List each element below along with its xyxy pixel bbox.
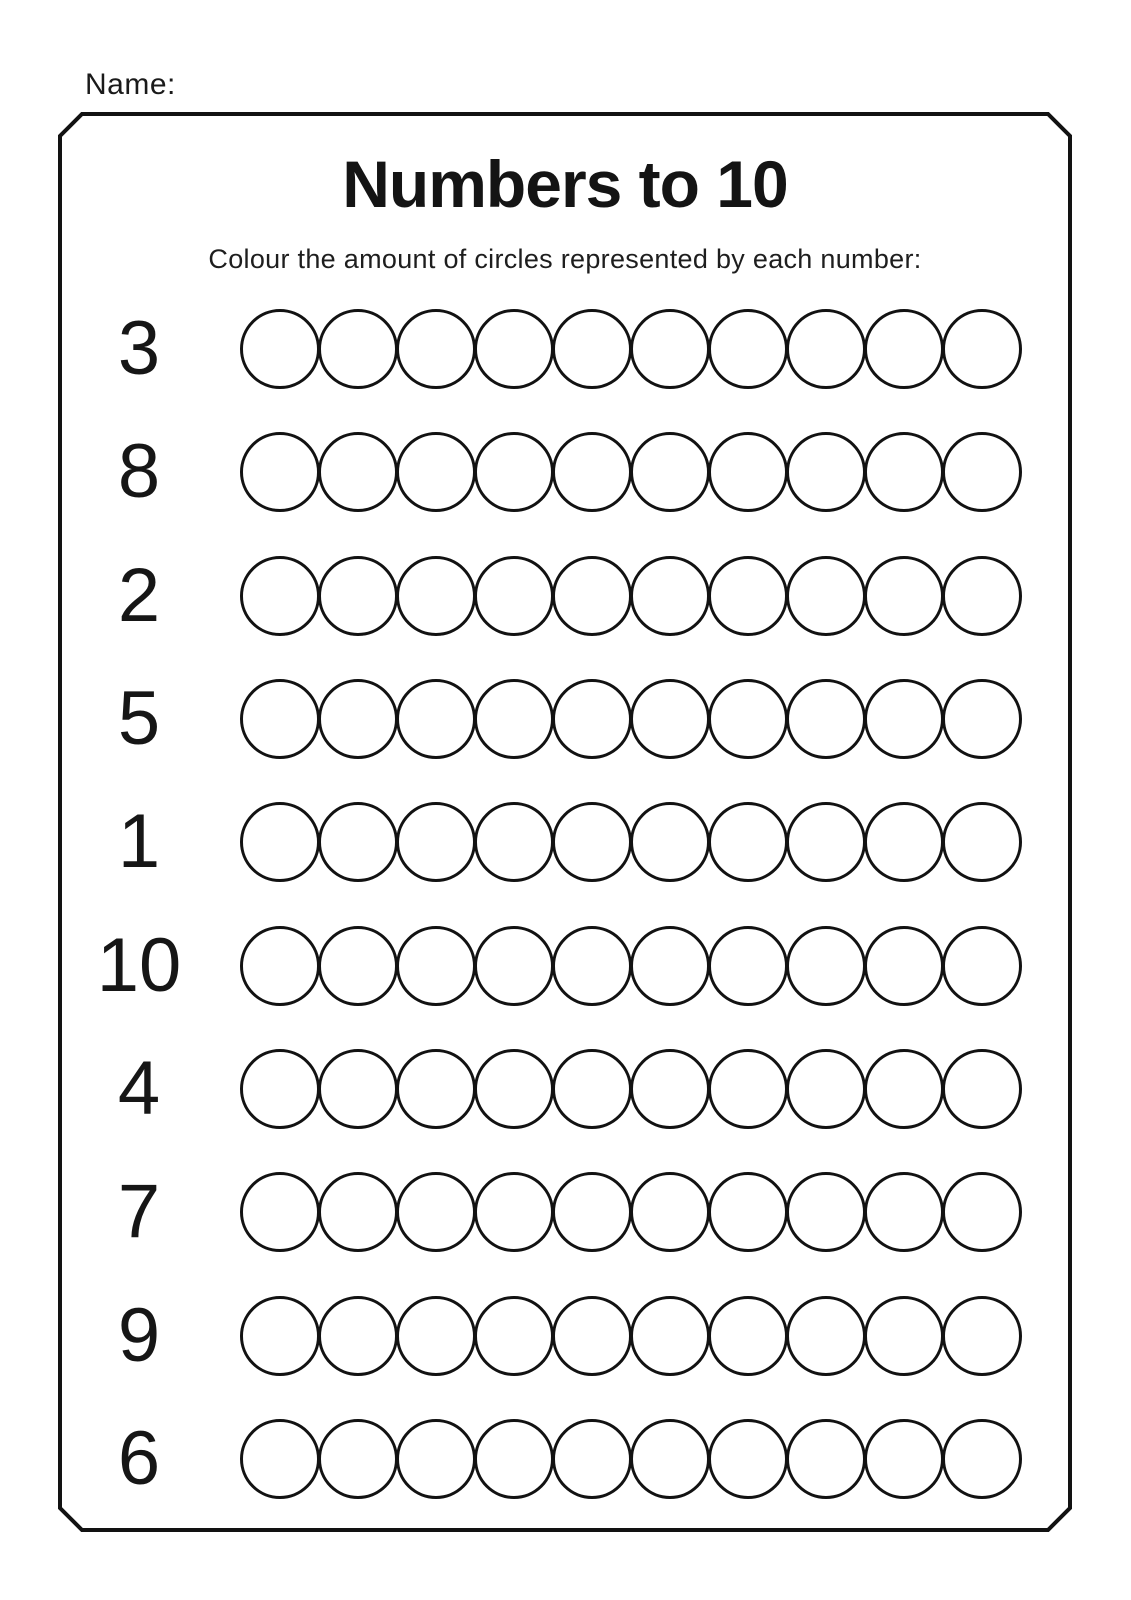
colour-circle[interactable]	[864, 679, 944, 759]
row-number-label: 7	[117, 1169, 161, 1255]
colour-circle[interactable]	[396, 432, 476, 512]
colour-circle[interactable]	[474, 1172, 554, 1252]
colour-circle[interactable]	[630, 1172, 710, 1252]
colour-circle[interactable]	[630, 1049, 710, 1129]
colour-circle[interactable]	[708, 1049, 788, 1129]
number-row	[64, 1032, 1066, 1146]
colour-circle[interactable]	[864, 1172, 944, 1252]
colour-circle[interactable]	[942, 926, 1022, 1006]
colour-circle[interactable]	[474, 926, 554, 1006]
colour-circle[interactable]	[786, 679, 866, 759]
colour-circle[interactable]	[474, 802, 554, 882]
colour-circle[interactable]	[318, 1172, 398, 1252]
colour-circle[interactable]	[942, 1049, 1022, 1129]
colour-circle[interactable]	[318, 556, 398, 636]
colour-circle[interactable]	[864, 432, 944, 512]
colour-circle[interactable]	[630, 679, 710, 759]
colour-circle[interactable]	[240, 1172, 320, 1252]
colour-circle[interactable]	[942, 309, 1022, 389]
circle-strip	[240, 1296, 1022, 1376]
colour-circle[interactable]	[942, 556, 1022, 636]
colour-circle[interactable]	[708, 309, 788, 389]
colour-circle[interactable]	[474, 1049, 554, 1129]
colour-circle[interactable]	[552, 1296, 632, 1376]
colour-circle[interactable]	[630, 802, 710, 882]
colour-circle[interactable]	[708, 926, 788, 1006]
colour-circle[interactable]	[240, 1419, 320, 1499]
circle-strip	[240, 679, 1022, 759]
colour-circle[interactable]	[552, 802, 632, 882]
colour-circle[interactable]	[474, 1419, 554, 1499]
row-number-label: 10	[96, 922, 182, 1008]
colour-circle[interactable]	[864, 926, 944, 1006]
colour-circle[interactable]	[474, 556, 554, 636]
name-field-label: Name:	[85, 68, 176, 101]
colour-circle[interactable]	[552, 556, 632, 636]
colour-circle[interactable]	[474, 432, 554, 512]
number-row	[64, 1279, 1066, 1393]
colour-circle[interactable]	[552, 1172, 632, 1252]
colour-circle[interactable]	[942, 802, 1022, 882]
row-number-label: 5	[117, 675, 161, 761]
colour-circle[interactable]	[630, 926, 710, 1006]
colour-circle[interactable]	[396, 1419, 476, 1499]
colour-circle[interactable]	[630, 1419, 710, 1499]
row-number-label: 2	[117, 552, 161, 638]
colour-circle[interactable]	[864, 1296, 944, 1376]
colour-circle[interactable]	[396, 1296, 476, 1376]
colour-circle[interactable]	[240, 926, 320, 1006]
number-row	[64, 909, 1066, 1023]
colour-circle[interactable]	[552, 432, 632, 512]
colour-circle[interactable]	[396, 926, 476, 1006]
circle-strip	[240, 802, 1022, 882]
colour-circle[interactable]	[786, 309, 866, 389]
colour-circle[interactable]	[240, 309, 320, 389]
colour-circle[interactable]	[552, 1049, 632, 1129]
colour-circle[interactable]	[786, 1296, 866, 1376]
colour-circle[interactable]	[318, 926, 398, 1006]
page-title: Numbers to 10	[342, 147, 788, 221]
colour-circle[interactable]	[318, 432, 398, 512]
circle-strip	[240, 1049, 1022, 1129]
colour-circle[interactable]	[474, 679, 554, 759]
number-row	[64, 292, 1066, 406]
colour-circle[interactable]	[318, 802, 398, 882]
number-row	[64, 662, 1066, 776]
colour-circle[interactable]	[864, 309, 944, 389]
row-number-label: 9	[117, 1292, 161, 1378]
colour-circle[interactable]	[786, 1049, 866, 1129]
colour-circle[interactable]	[240, 1049, 320, 1129]
row-number-label: 8	[117, 429, 161, 515]
colour-circle[interactable]	[864, 556, 944, 636]
colour-circle[interactable]	[474, 309, 554, 389]
colour-circle[interactable]	[240, 432, 320, 512]
colour-circle[interactable]	[708, 556, 788, 636]
colour-circle[interactable]	[786, 1172, 866, 1252]
colour-circle[interactable]	[552, 1419, 632, 1499]
colour-circle[interactable]	[552, 926, 632, 1006]
colour-circle[interactable]	[396, 802, 476, 882]
row-number-label: 4	[117, 1045, 161, 1131]
worksheet-frame	[58, 112, 1072, 1532]
row-number-label: 3	[117, 306, 161, 391]
number-row	[64, 1155, 1066, 1269]
circle-strip	[240, 926, 1022, 1006]
circle-strip	[240, 309, 1022, 389]
number-row	[64, 539, 1066, 653]
circle-strip	[240, 432, 1022, 512]
circle-strip	[240, 1172, 1022, 1252]
circle-strip	[240, 556, 1022, 636]
colour-circle[interactable]	[318, 1296, 398, 1376]
number-rows	[64, 292, 1066, 1516]
colour-circle[interactable]	[786, 1419, 866, 1499]
colour-circle[interactable]	[786, 556, 866, 636]
colour-circle[interactable]	[864, 1049, 944, 1129]
colour-circle[interactable]	[942, 432, 1022, 512]
colour-circle[interactable]	[396, 1049, 476, 1129]
colour-circle[interactable]	[630, 309, 710, 389]
colour-circle[interactable]	[240, 802, 320, 882]
number-row	[64, 1402, 1066, 1516]
colour-circle[interactable]	[708, 802, 788, 882]
colour-circle[interactable]	[786, 926, 866, 1006]
colour-circle[interactable]	[630, 1296, 710, 1376]
colour-circle[interactable]	[708, 1172, 788, 1252]
colour-circle[interactable]	[318, 1419, 398, 1499]
instruction-text: Colour the amount of circles represented by each number:	[208, 244, 922, 274]
row-number-label: 6	[117, 1415, 161, 1501]
colour-circle[interactable]	[786, 432, 866, 512]
colour-circle[interactable]	[864, 1419, 944, 1499]
colour-circle[interactable]	[630, 432, 710, 512]
colour-circle[interactable]	[942, 679, 1022, 759]
colour-circle[interactable]	[552, 679, 632, 759]
colour-circle[interactable]	[864, 802, 944, 882]
colour-circle[interactable]	[552, 309, 632, 389]
colour-circle[interactable]	[240, 1296, 320, 1376]
colour-circle[interactable]	[318, 309, 398, 389]
circle-strip	[240, 1419, 1022, 1499]
colour-circle[interactable]	[708, 432, 788, 512]
number-row	[64, 415, 1066, 529]
colour-circle[interactable]	[630, 556, 710, 636]
colour-circle[interactable]	[396, 1172, 476, 1252]
colour-circle[interactable]	[396, 309, 476, 389]
colour-circle[interactable]	[708, 1296, 788, 1376]
colour-circle[interactable]	[708, 679, 788, 759]
row-number-label: 1	[117, 799, 161, 885]
colour-circle[interactable]	[318, 679, 398, 759]
colour-circle[interactable]	[318, 1049, 398, 1129]
colour-circle[interactable]	[942, 1172, 1022, 1252]
colour-circle[interactable]	[396, 556, 476, 636]
colour-circle[interactable]	[396, 679, 476, 759]
number-row	[64, 785, 1066, 899]
colour-circle[interactable]	[240, 679, 320, 759]
colour-circle[interactable]	[942, 1296, 1022, 1376]
colour-circle[interactable]	[942, 1419, 1022, 1499]
colour-circle[interactable]	[474, 1296, 554, 1376]
colour-circle[interactable]	[240, 556, 320, 636]
colour-circle[interactable]	[708, 1419, 788, 1499]
colour-circle[interactable]	[786, 802, 866, 882]
